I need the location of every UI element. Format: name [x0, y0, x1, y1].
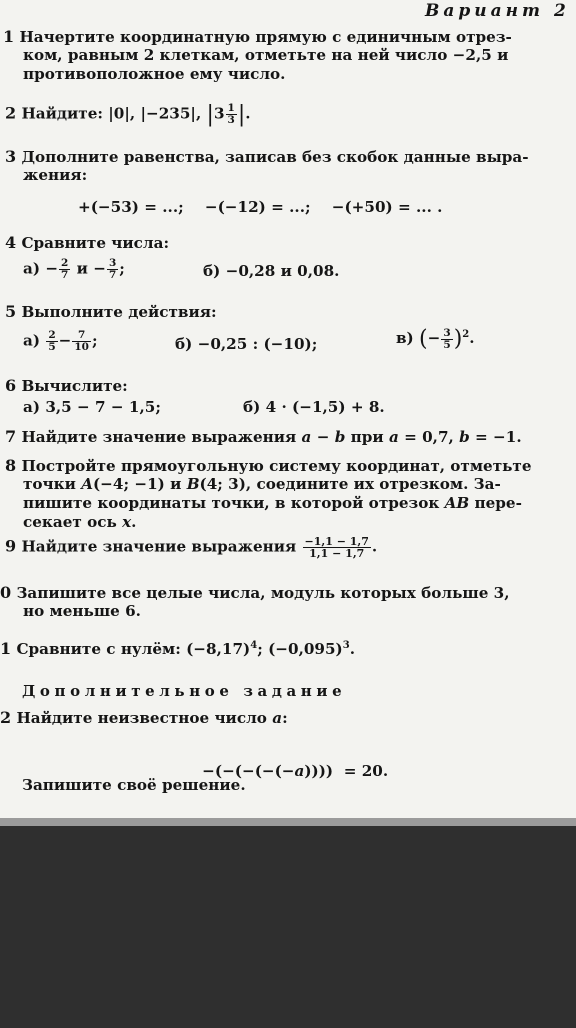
task-number: 8 [5, 456, 17, 475]
extra-task-title: Дополнительное задание [22, 682, 347, 700]
task-8-line-1: Постройте прямоугольную систему координат, отметьте [21, 457, 532, 475]
abs-zero: |0|, [108, 104, 136, 123]
mixed-int: 3 [213, 104, 225, 123]
task-5-label: Выполните действия: [21, 303, 217, 321]
task-number: 5 [5, 302, 17, 321]
task-3-line-2: жения: [23, 166, 88, 184]
fraction-expression: $\frac{-1,1 - 1,7}{1,1 - 1,7}$ [304, 535, 369, 560]
fraction: $\frac{2}{7}$ [61, 257, 69, 281]
task-8-line-3: пишите координаты точки, в которой отрезок AB пере- [23, 494, 522, 512]
task-1 [3, 27, 512, 47]
task-number: 0 [0, 583, 12, 602]
task-11: 1 Сравните с нулём: $(-8,17)^4$; $(-0,095)^3$. [0, 639, 356, 659]
task-3 [5, 147, 529, 167]
page-edge-shadow [0, 818, 576, 826]
task-5b: б) −0,25 : (−10); [175, 335, 318, 353]
fraction: $\frac{2}{5}$ [48, 329, 56, 353]
task-4b: б) −0,28 и 0,08. [203, 262, 340, 280]
task-7: 7 Найдите значение выражения a − b при a = 0,7, b = −1. [5, 427, 522, 446]
task-number: 7 [5, 427, 17, 446]
task-number: 4 [5, 233, 17, 252]
task-5 [5, 302, 217, 322]
abs-neg-235: |−235|, [140, 104, 202, 123]
task-9: 9 Найдите значение выражения $\frac{-1,1 - 1,7}{1,1 - 1,7}$ . [5, 535, 378, 560]
task-4-label: Сравните числа: [21, 234, 170, 252]
fraction-one-third: $\frac{1}{3}$ [227, 102, 235, 126]
task-5a: а) $\frac{2}{5}$ − $\frac{7}{10}$ ; [23, 329, 98, 353]
task-1-line-1: Начертите координатную прямую с единичным отрез- [19, 28, 512, 46]
task-8-line-2: точки A(−4; −1) и B(4; 3), соедините их отрезком. За- [23, 475, 501, 493]
task-3-expression: +(−53) = ...; −(−12) = ...; −(+50) = ... . [78, 198, 443, 216]
footer-instruction: Запишите своё решение. [22, 776, 246, 794]
task-6b: б) 4 · (−1,5) + 8. [243, 398, 385, 416]
task-8 [5, 456, 532, 476]
task-number: 3 [5, 147, 17, 166]
task-8-line-4: секает ось x. [23, 513, 137, 531]
task-number: 1 [0, 639, 12, 659]
task-number: 6 [5, 376, 17, 395]
task-1-line-2: ком, равным 2 клеткам, отметьте на ней число −2,5 и [23, 46, 509, 64]
task-number: 9 [5, 536, 17, 556]
task-6-label: Вычислите: [21, 377, 128, 395]
task-number: 2 [0, 708, 12, 727]
task-4 [5, 233, 169, 253]
task-2: 2 Найдите: |0|, |−235|, |3 $\frac{1}{3}$ |. [5, 102, 251, 127]
fraction: $\frac{7}{10}$ [74, 329, 89, 353]
task-12-equation: −(−(−(−(−a)))) = 20. [202, 762, 389, 780]
task-6 [5, 376, 128, 396]
task-number: 1 [3, 27, 15, 46]
variant-header: Вариант 2 [425, 1, 570, 21]
task-5c: в) (− $\frac{3}{5}$ )$^2$. [396, 326, 475, 352]
task-number: 2 [5, 103, 17, 123]
task-6a: а) 3,5 − 7 − 1,5; [23, 398, 161, 416]
fraction: $\frac{3}{7}$ [108, 257, 117, 281]
task-10-line-2: но меньше 6. [23, 602, 141, 620]
task-12: 2 Найдите неизвестное число a: [0, 708, 288, 727]
task-2-label: Найдите: [21, 104, 103, 123]
task-10 [0, 583, 510, 603]
fraction: $\frac{3}{5}$ [443, 326, 451, 351]
task-1-line-3: противоположное ему число. [23, 65, 286, 83]
task-3-line-1: Дополните равенства, записав без скобок данные выра- [21, 148, 529, 166]
task-4a: а) − $\frac{2}{7}$ и − $\frac{3}{7}$ ; [23, 257, 125, 281]
task-10-line-1: Запишите все целые числа, модуль которых больше 3, [16, 584, 510, 602]
